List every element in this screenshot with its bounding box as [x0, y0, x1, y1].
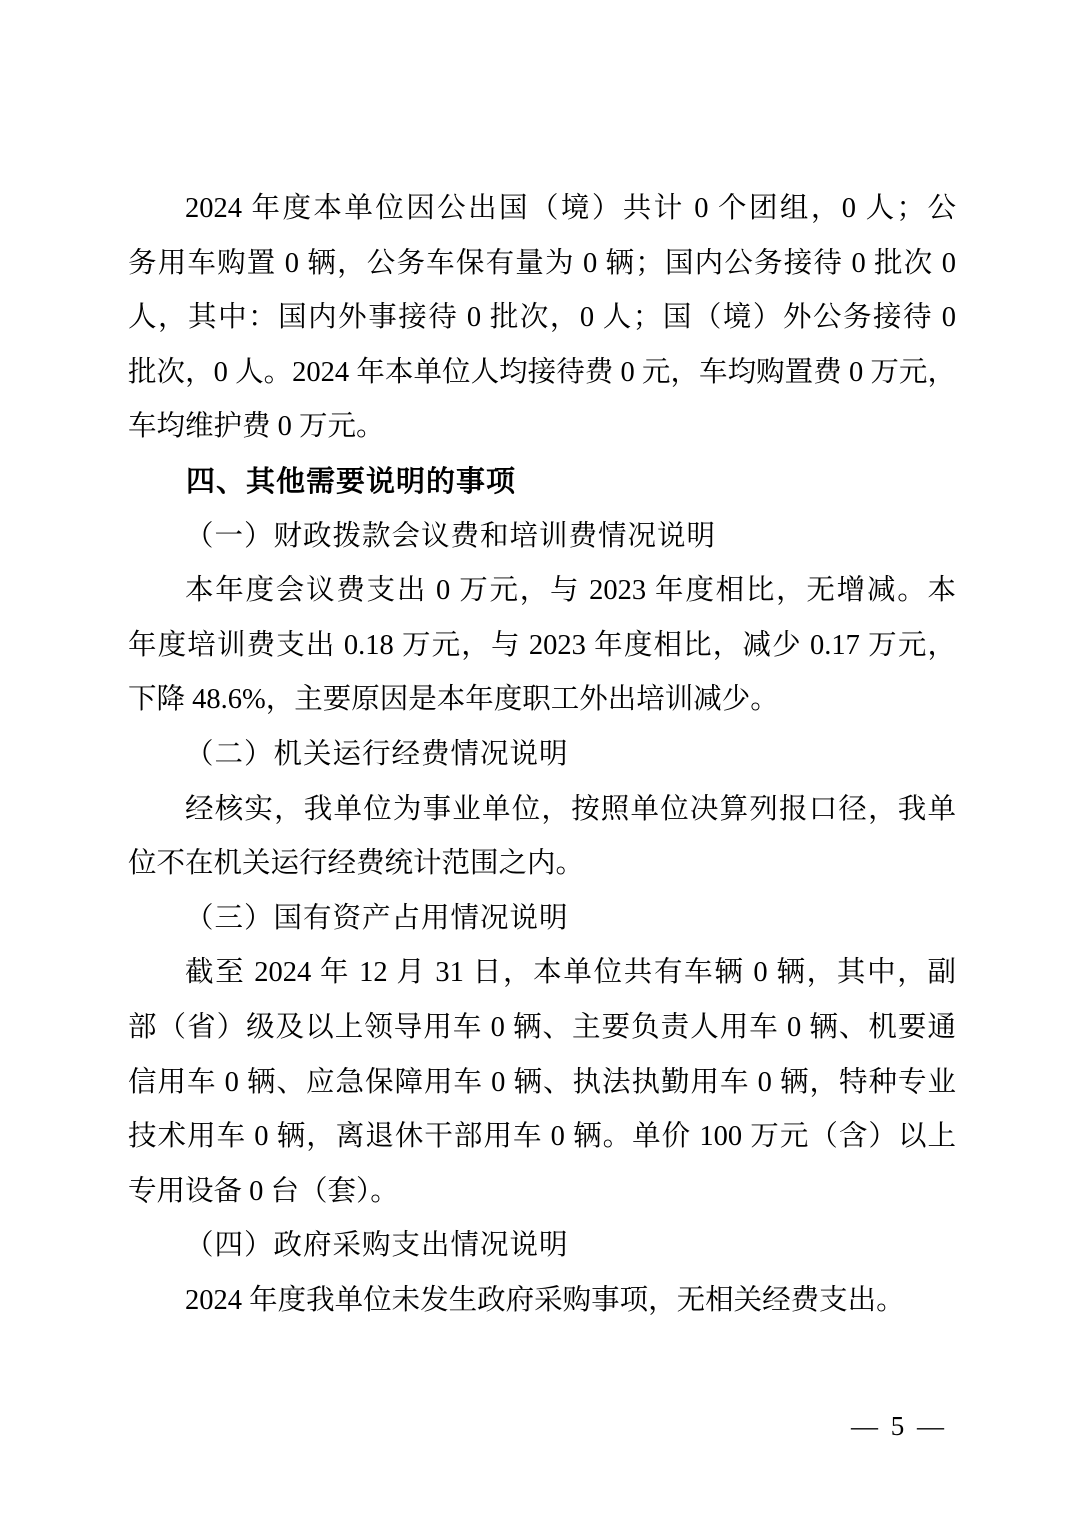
text-line: 信用车 0 辆、应急保障用车 0 辆、执法执勤用车 0 辆，特种专业: [128, 1066, 956, 1098]
text-line: 2024 年度本单位因公出国（境）共计 0 个团组，0 人；公: [185, 193, 956, 224]
subsection-2-paragraph: [128, 783, 956, 892]
text-line: 部（省）级及以上领导用车 0 辆、主要负责人用车 0 辆、机要通: [128, 1011, 956, 1043]
subsection-4-heading: （四）政府采购支出情况说明: [185, 1230, 569, 1262]
text-line: 人，其中：国内外事接待 0 批次，0 人；国（境）外公务接待 0: [128, 302, 956, 334]
subsection-1-heading: （一）财政拨款会议费和培训费情况说明: [185, 520, 717, 552]
subsection-1-paragraph: [128, 564, 956, 728]
text-line: 本年度会议费支出 0 万元，与 2023 年度相比，无增减。本: [185, 575, 956, 607]
text-line: 位不在机关运行经费统计范围之内。: [128, 848, 585, 880]
page-content: [128, 182, 956, 1328]
subsection-2-heading: （二）机关运行经费情况说明: [185, 738, 569, 770]
subsection-3-paragraph: [128, 946, 956, 1219]
text-line: 2024 年度我单位未发生政府采购事项，无相关经费支出。: [185, 1284, 905, 1316]
intro-paragraph: [128, 182, 956, 455]
text-line: 年度培训费支出 0.18 万元，与 2023 年度相比，减少 0.17 万元，: [128, 629, 956, 661]
text-line: 截至 2024 年 12 月 31 日，本单位共有车辆 0 辆，其中，副: [185, 957, 956, 989]
text-line: 专用设备 0 台（套）。: [128, 1175, 399, 1207]
page-number: — 5 —: [851, 1411, 947, 1441]
text-line: 经核实，我单位为事业单位，按照单位决算列报口径，我单: [185, 793, 956, 825]
text-line: 下降 48.6%，主要原因是本年度职工外出培训减少。: [128, 684, 779, 716]
text-line: 车均维护费 0 万元。: [128, 411, 385, 443]
subsection-3-heading: （三）国有资产占用情况说明: [185, 902, 569, 934]
text-line: 技术用车 0 辆，离退休干部用车 0 辆。单价 100 万元（含）以上: [128, 1121, 956, 1153]
text-line: 批次，0 人。2024 年本单位人均接待费 0 元，车均购置费 0 万元，: [128, 356, 956, 388]
text-line: 务用车购置 0 辆，公务车保有量为 0 辆；国内公务接待 0 批次 0: [128, 247, 956, 279]
subsection-4-paragraph: [128, 1274, 956, 1329]
section-heading: 四、其他需要说明的事项: [186, 465, 517, 498]
